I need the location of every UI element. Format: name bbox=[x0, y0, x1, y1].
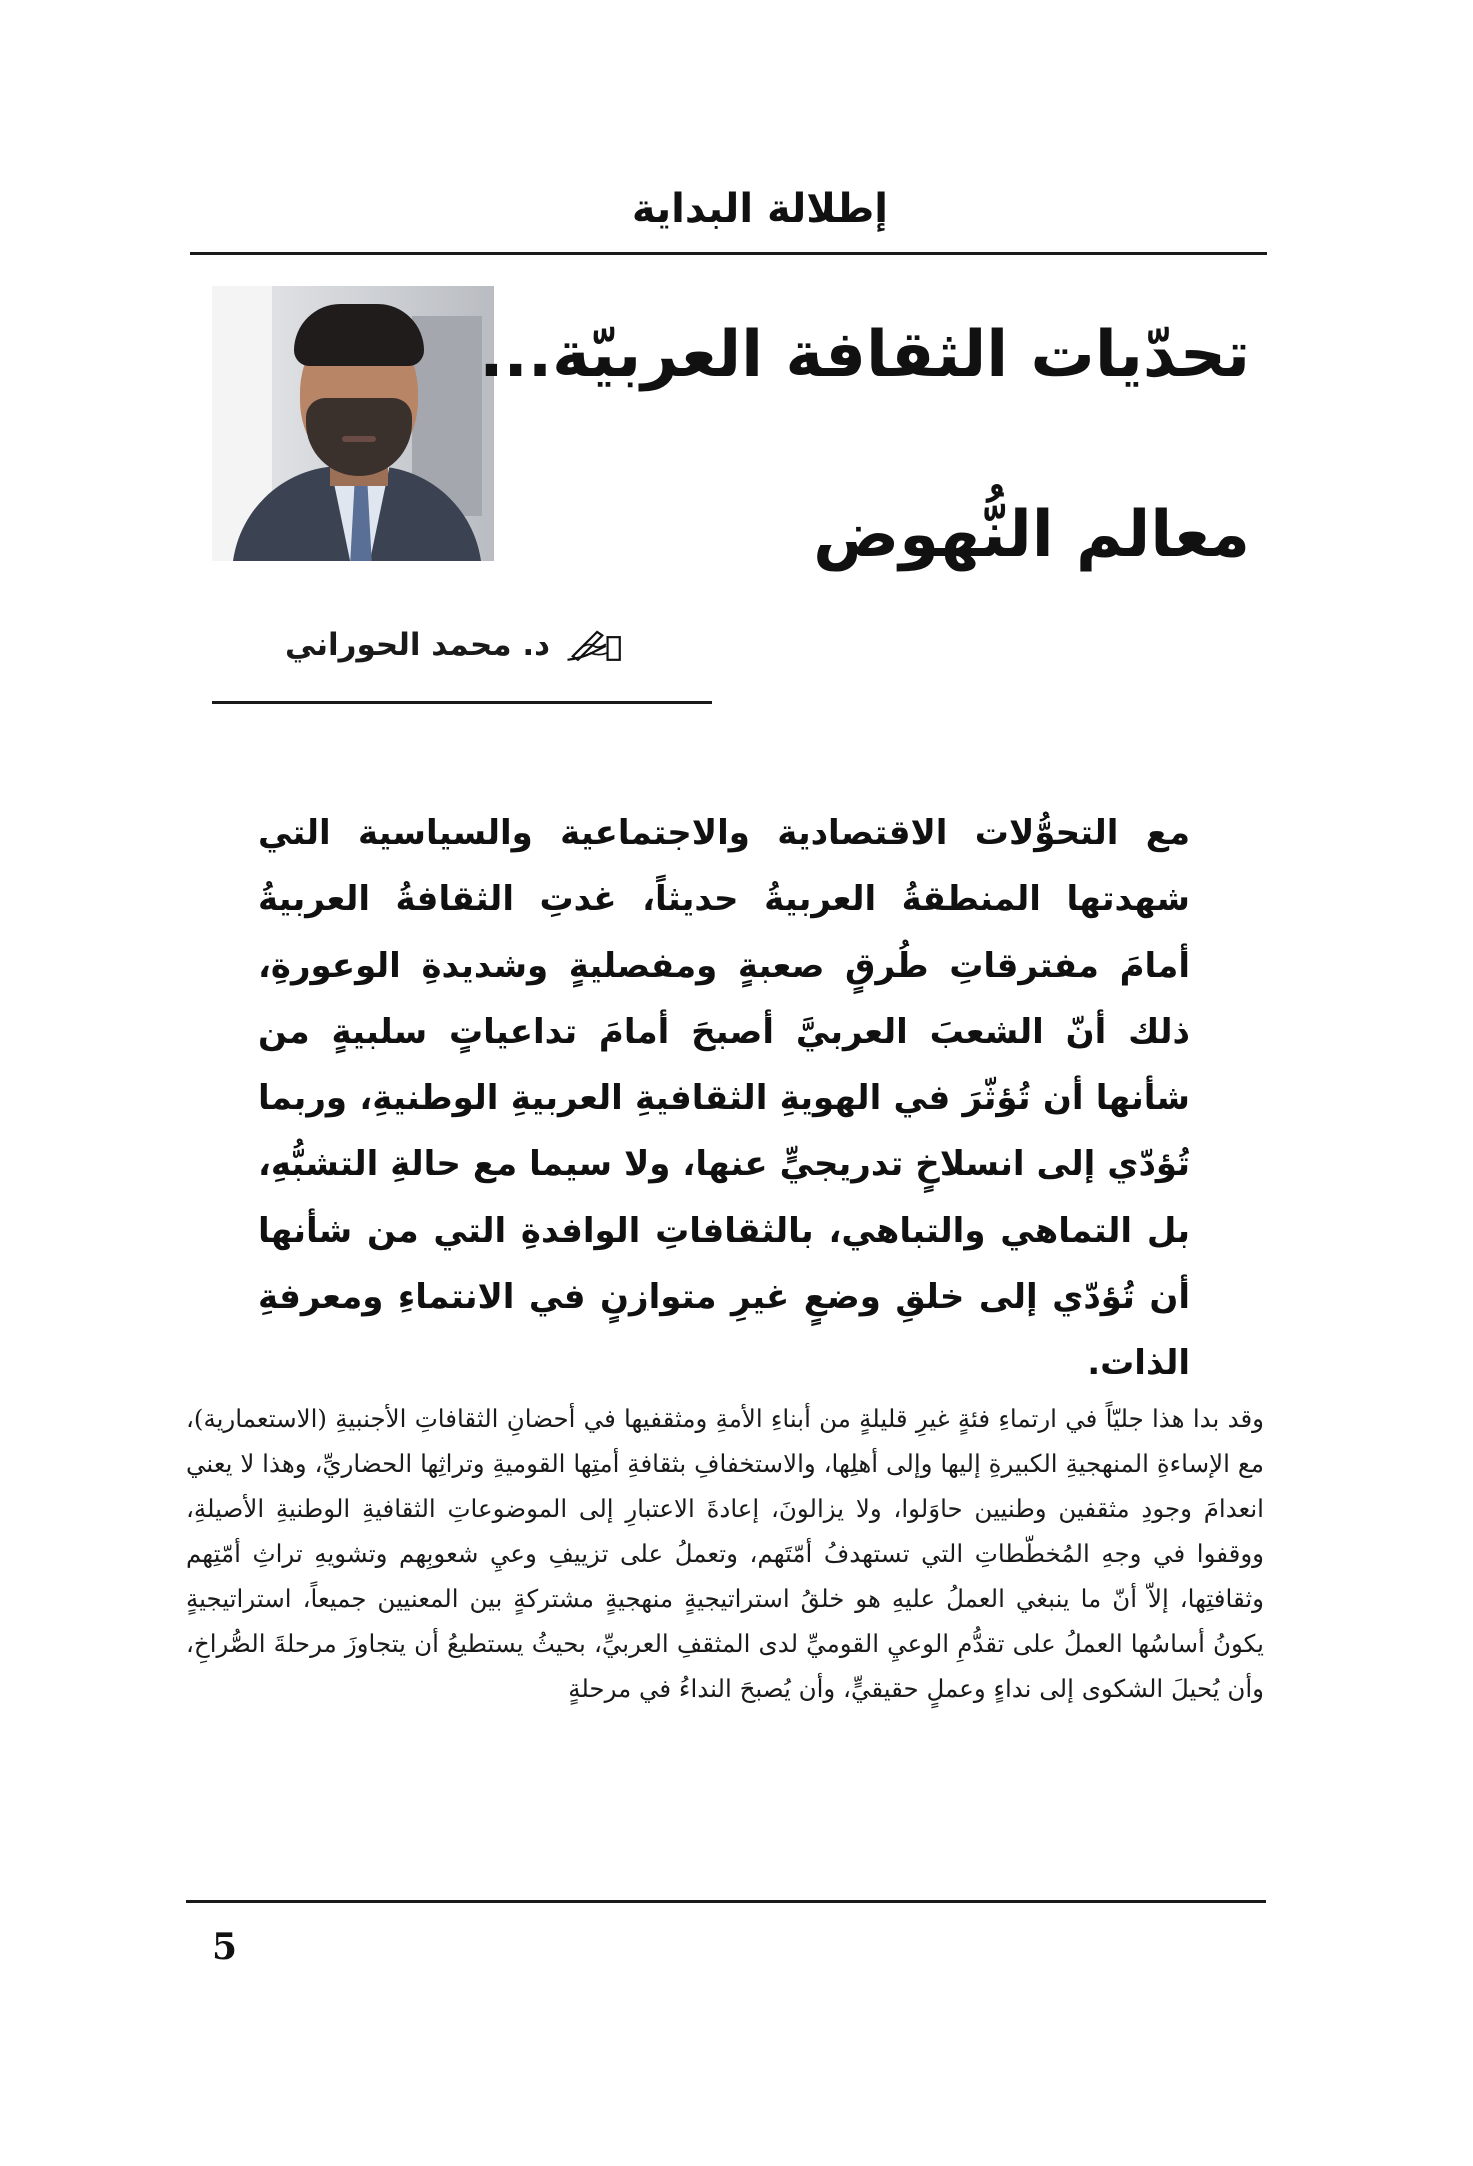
body-paragraph: وقد بدا هذا جليّاً في ارتماءِ فئةٍ غيرِ قليلةٍ من أبناءِ الأمةِ ومثقفيها في أحضانِ الثقافاتِ الأجنبيةِ (الاستعمارية)، مع الإساءةِ المنهجيةِ الكبيرةِ إليها وإلى أهلِها، والاستخفافِ بثقافةِ أمتِها القوميةِ وتراثِها الحضاريِّ، وهذا لا يعني انعدامَ وجودِ مثقفين وطنيين حاوَلوا، ولا يزالونَ، إعادةَ الاعتبارِ إلى الموضوعاتِ الثقافيةِ الوطنيةِ الأصيلةِ، ووقفوا في وجهِ المُخطّطاتِ التي تستهدفُ أمّتَهم، وتعملُ على تزييفِ وعيِ شعوبِهم وتشويهِ تراثِ أمّتِهم وثقافتِها، إلاّ أنّ ما ينبغي العملُ عليهِ هو خلقُ استراتيجيةٍ منهجيةٍ مشتركةٍ بين المعنيين جميعاً، استراتيجيةٍ يكونُ أساسُها العملُ على تقدُّمِ الوعيِ القوميِّ لدى المثقفِ العربيِّ، بحيثُ يستطيعُ أن يتجاوزَ مرحلةَ الصُّراخِ، وأن يُحيلَ الشكوى إلى نداءٍ وعملٍ حقيقيٍّ، وأن يُصبحَ النداءُ في مرحلةٍ bbox=[186, 1404, 1264, 1703]
author-divider bbox=[212, 701, 712, 704]
section-title: إطلالة البداية bbox=[631, 186, 888, 232]
page-number: 5 bbox=[212, 1926, 238, 1968]
author-photo bbox=[212, 286, 494, 561]
header-divider bbox=[190, 252, 1267, 255]
pen-writing-icon bbox=[564, 624, 625, 666]
author-name: د. محمد الحوراني bbox=[285, 627, 551, 663]
footer-divider bbox=[186, 1900, 1266, 1903]
intro-paragraph: مع التحوُّلات الاقتصادية والاجتماعية والسياسية التي شهدتها المنطقةُ العربيةُ حديثاً، غدتِ الثقافةُ العربيةُ أمامَ مفترقاتِ طُرقٍ صعبةٍ ومفصليةٍ وشديدةِ الوعورةِ، ذلك أنّ الشعبَ العربيَّ أصبحَ أمامَ تداعياتٍ سلبيةٍ من شأنها أن تُؤثّرَ في الهويةِ الثقافيةِ العربيةِ الوطنيةِ، وربما تُؤدّي إلى انسلاخٍ تدريجيٍّ عنها، ولا سيما مع حالةِ التشبُّهِ، بل التماهي والتباهي، بالثقافاتِ الوافدةِ التي من شأنها أن تُؤدّي إلى خلقِ وضعٍ غيرِ متوازنٍ في الانتماءِ ومعرفةِ الذات. bbox=[258, 813, 1190, 1384]
author-byline bbox=[285, 620, 625, 670]
article-title-line-1: تحدّيات الثقافة العربيّة... bbox=[479, 318, 1250, 392]
article-title-line-2: معالم النُّهوض bbox=[813, 498, 1250, 572]
